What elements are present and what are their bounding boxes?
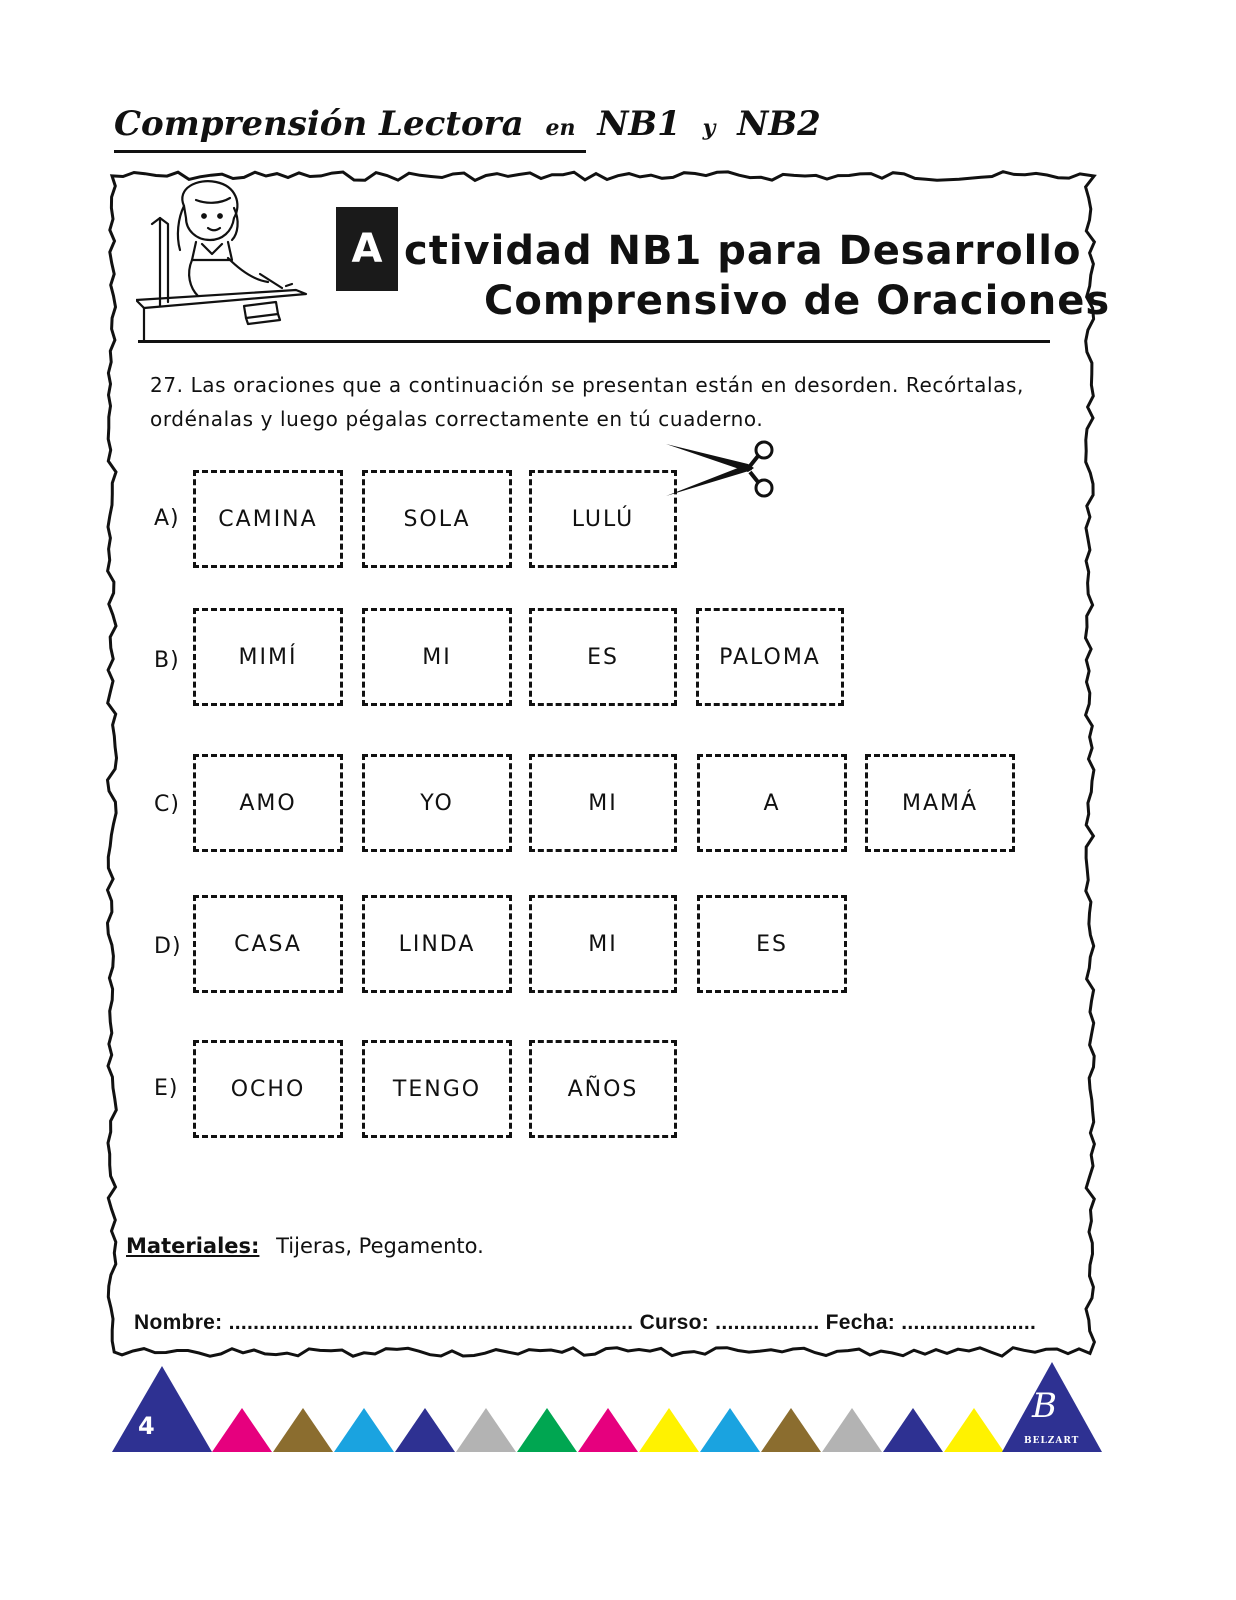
header-part-3: NB1 <box>597 104 681 144</box>
footer-triangle-7 <box>578 1408 638 1452</box>
word-card-d-4[interactable]: ES <box>697 895 847 993</box>
footer-triangle-11 <box>822 1408 882 1452</box>
word-card-b-3[interactable]: ES <box>529 608 677 706</box>
header-part-4: y <box>702 115 716 141</box>
row-d-label: D) <box>154 934 182 959</box>
activity-title-line-1: ctividad NB1 para Desarrollo <box>404 228 1082 274</box>
header-part-2: en <box>545 115 576 141</box>
word-card-c-5[interactable]: MAMÁ <box>865 754 1015 852</box>
word-card-e-2[interactable]: TENGO <box>362 1040 512 1138</box>
word-card-c-1[interactable]: AMO <box>193 754 343 852</box>
footer-triangle-2 <box>273 1408 333 1452</box>
footer-triangle-3 <box>334 1408 394 1452</box>
student-info-line: Nombre: .................................................................. Curso: ................. Fecha: ...................... <box>134 1311 1037 1334</box>
footer-triangle-5 <box>456 1408 516 1452</box>
footer-triangle-8 <box>639 1408 699 1452</box>
word-card-d-2[interactable]: LINDA <box>362 895 512 993</box>
row-b-label: B) <box>154 648 180 673</box>
footer-triangle-6 <box>517 1408 577 1452</box>
instructions-text: 27. Las oraciones que a continuación se presentan están en desorden. Recórtalas, ordénalas y luego pégalas correctamente en tú cuaderno. <box>150 373 1024 431</box>
footer-big-triangle-left <box>112 1366 212 1452</box>
row-e-label: E) <box>154 1076 179 1101</box>
word-card-a-3[interactable]: LULÚ <box>529 470 677 568</box>
row-c-label: C) <box>154 792 180 817</box>
row-a-label: A) <box>154 506 180 531</box>
materials-label: Materiales: <box>126 1234 260 1258</box>
footer-triangle-9 <box>700 1408 760 1452</box>
footer-triangle-1 <box>212 1408 272 1452</box>
word-card-e-1[interactable]: OCHO <box>193 1040 343 1138</box>
header-part-1: Comprensión Lectora <box>114 104 524 144</box>
word-card-b-4[interactable]: PALOMA <box>696 608 844 706</box>
word-card-c-4[interactable]: A <box>697 754 847 852</box>
word-card-e-3[interactable]: AÑOS <box>529 1040 677 1138</box>
brand-name: BELZART <box>1024 1436 1080 1446</box>
footer-triangle-4 <box>395 1408 455 1452</box>
word-card-d-3[interactable]: MI <box>529 895 677 993</box>
activity-initial-letter: A <box>336 207 398 291</box>
footer-triangle-12 <box>883 1408 943 1452</box>
footer-triangle-10 <box>761 1408 821 1452</box>
header-part-5: NB2 <box>737 104 821 144</box>
page-number: 4 <box>138 1412 155 1440</box>
footer-triangle-13 <box>944 1408 1004 1452</box>
word-card-b-1[interactable]: MIMÍ <box>193 608 343 706</box>
word-card-a-1[interactable]: CAMINA <box>193 470 343 568</box>
brand-logo-icon: B <box>1032 1386 1057 1426</box>
word-card-a-2[interactable]: SOLA <box>362 470 512 568</box>
materials-value: Tijeras, Pegamento. <box>276 1234 484 1258</box>
word-card-b-2[interactable]: MI <box>362 608 512 706</box>
activity-title-line-2: Comprensivo de Oraciones <box>484 278 1111 324</box>
word-card-c-2[interactable]: YO <box>362 754 512 852</box>
word-card-d-1[interactable]: CASA <box>193 895 343 993</box>
word-card-c-3[interactable]: MI <box>529 754 677 852</box>
